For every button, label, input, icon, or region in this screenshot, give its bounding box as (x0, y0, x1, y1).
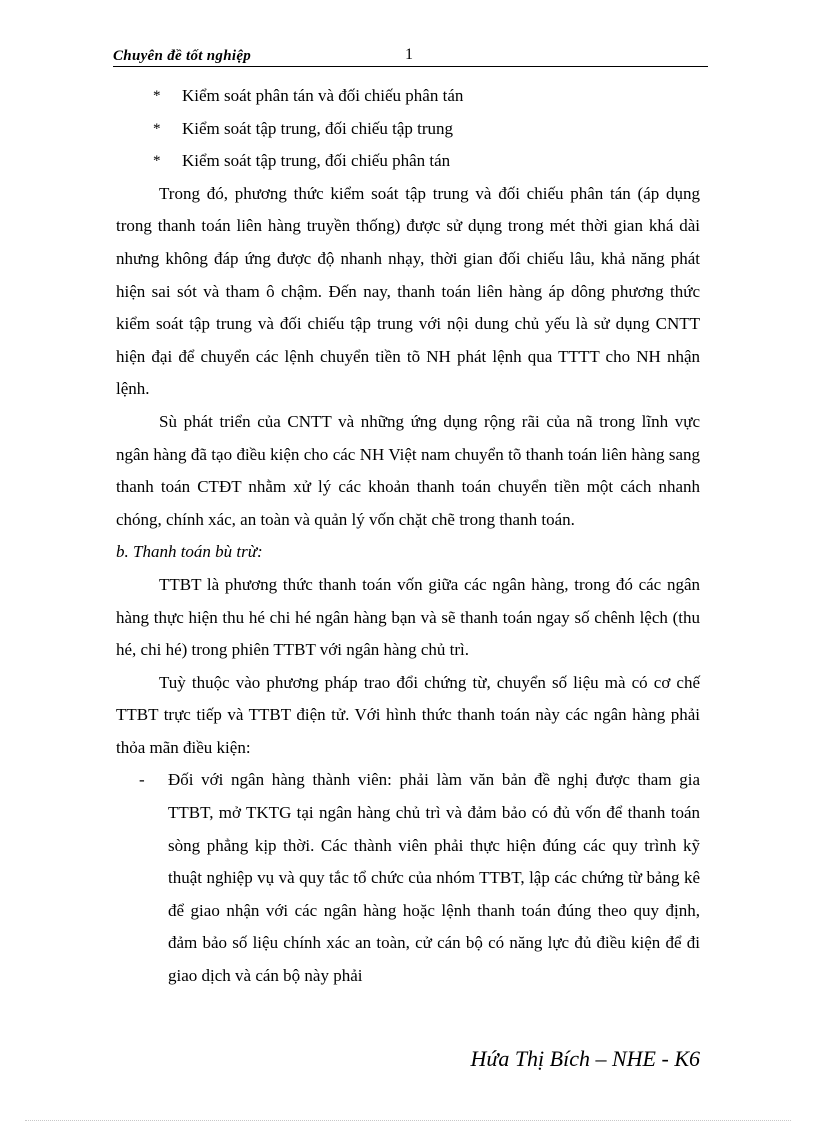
dash-bullet-icon: - (139, 770, 145, 790)
dash-list-item (116, 764, 700, 992)
bullet-item (116, 80, 700, 113)
asterisk-bullet-icon: * (153, 120, 161, 137)
bullet-text: Kiểm soát phân tán và đối chiếu phân tán (182, 86, 464, 105)
document-body (116, 80, 700, 993)
paragraph-it-development: Sù phát triển của CNTT và những ứng dụng rộng rãi của nã trong lĩnh vực ngân hàng đã tạo điều kiện cho các NH Việt nam chuyển tõ thanh toán liên hàng sang thanh toán CTĐT nhằm xử lý các khoản thanh toán chuyển tiền một cách nhanh chóng, chính xác, an toàn và quản lý vốn chặt chẽ trong thanh toán. (116, 411, 700, 529)
paragraph-clearing-conditions: Tuỳ thuộc vào phương pháp trao đổi chứng từ, chuyển số liệu mà có cơ chế TTBT trực tiếp và TTBT điện tử. Với hình thức thanh toán này các ngân hàng phải thỏa mãn điều kiện: (116, 672, 700, 757)
asterisk-bullet-icon: * (153, 88, 161, 104)
paragraph-payment-methods: Trong đó, phương thức kiểm soát tập trung và đối chiếu phân tán (áp dụng trong thanh toán liên hàng truyền thống) được sử dụng trong mét thời gian khá dài nhưng không đáp ứng được độ nhanh nhạy, thời gian đối chiếu lâu, khả năng phát hiện sai sót và tham ô chậm. Đến nay, thanh toán liên hàng áp dông phương thức kiểm soát tập trung và đối chiếu tập trung với nội dung chủ yếu là sử dụng CNTT hiện đại để chuyển các lệnh chuyển tiền tõ NH phát lệnh qua TTTT cho NH nhận lệnh. (116, 183, 700, 399)
bullet-item (116, 113, 700, 146)
paragraph-clearing-definition: TTBT là phương thức thanh toán vốn giữa các ngân hàng, trong đó các ngân hàng thực hiện thu hé chi hé ngân hàng bạn và sẽ thanh toán ngay số chênh lệch (thu hé, chi hé) trong phiên TTBT với ngân hàng chủ trì. (116, 574, 700, 660)
dash-item-text: Đối với ngân hàng thành viên: phải làm văn bản đề nghị được tham gia TTBT, mở TKTG tại ngân hàng chủ trì và đảm bảo có đủ vốn để thanh toán sòng phẳng kịp thời. Các thành viên phải thực hiện đúng các quy trình kỹ thuật nghiệp vụ và quy tắc tổ chức của nhóm TTBT, lập các chứng từ bảng kê để giao nhận với các ngân hàng hoặc lệnh thanh toán đúng theo quy định, đảm bảo số liệu chính xác an toàn, cử cán bộ có năng lực đủ điều kiện để đi giao dịch và cán bộ này phải (168, 770, 700, 986)
bullet-text: Kiểm soát tập trung, đối chiếu phân tán (182, 151, 451, 171)
page-number: 1 (405, 46, 413, 63)
section-heading: b. Thanh toán bù trừ: (116, 542, 263, 562)
page-header (113, 40, 708, 67)
page-edge-divider (25, 1120, 791, 1121)
page-footer-author: Hứa Thị Bích – NHE - K6 (470, 1046, 700, 1071)
bullet-item (116, 145, 700, 178)
bullet-text: Kiểm soát tập trung, đối chiếu tập trung (182, 118, 453, 138)
header-title: Chuyên đề tốt nghiệp (113, 48, 252, 64)
asterisk-bullet-icon: * (153, 153, 161, 170)
